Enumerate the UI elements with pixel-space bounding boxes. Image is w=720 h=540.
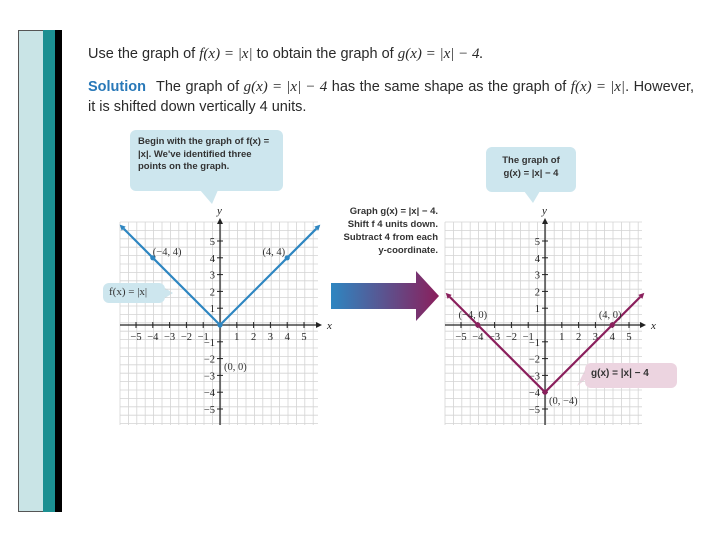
solution-text-3: . However, it is shifted down vertically 4 units. [88, 79, 695, 115]
left-y-tick-label: −4 [203, 388, 215, 400]
right-x-tick-label: 1 [559, 332, 565, 343]
left-y-tick-label: 2 [209, 287, 215, 299]
right-point-label: (−4, 0) [458, 310, 488, 321]
left-y-tick-label: −3 [203, 371, 215, 383]
problem-f-expression: f(x) = |x| [199, 46, 253, 62]
right-point-marker [542, 390, 547, 395]
right-y-axis-label: y [542, 205, 547, 217]
left-y-tick-label: 4 [209, 253, 215, 265]
instruction-line-2: Shift f 4 units down. [347, 219, 438, 230]
right-y-tick-label: −5 [528, 405, 540, 416]
right-x-tick-label: 5 [626, 332, 632, 343]
transformation-arrow [331, 271, 439, 321]
right-y-tick-label: −2 [528, 354, 540, 366]
left-x-arrow [316, 322, 322, 328]
left-x-tick-label: 2 [250, 332, 257, 343]
left-x-tick-label: 1 [234, 332, 240, 343]
left-x-tick-label: −1 [197, 332, 209, 343]
instruction-line-1: Graph g(x) = |x| − 4. [349, 206, 438, 217]
callout-begin-with-graph: Begin with the graph of f(x) = |x|. We've identified three points on the graph. [130, 130, 283, 191]
right-x-arrow [640, 322, 646, 328]
right-x-tick-label: −4 [472, 332, 484, 343]
left-graph [120, 205, 332, 425]
transformation-instructions [328, 205, 438, 257]
callout-g-pointer [524, 191, 540, 203]
solution-f-expression: f(x) = |x| [570, 79, 626, 95]
left-x-tick-label: −4 [147, 332, 159, 343]
left-point-label: (0, 0) [224, 362, 247, 373]
left-x-tick-label: 4 [284, 332, 290, 343]
problem-middle: to obtain the graph of [252, 46, 398, 62]
left-y-tick-label: −2 [203, 354, 215, 366]
callout-begin-pointer [200, 190, 218, 204]
callout-g-label: g(x) = |x| − 4 [585, 363, 677, 388]
right-y-tick-label: 4 [534, 253, 540, 265]
right-y-tick-label: 5 [534, 237, 540, 248]
left-point-marker [217, 322, 222, 327]
right-x-tick-label: 2 [575, 332, 582, 343]
right-y-tick-label: −1 [528, 337, 540, 349]
left-y-tick-label: 3 [209, 270, 215, 282]
right-x-tick-label: −3 [489, 332, 501, 343]
left-x-tick-label: −5 [130, 332, 142, 343]
problem-g-expression: g(x) = |x| − 4. [397, 46, 484, 62]
right-point-marker [610, 322, 615, 327]
solution-label: Solution [88, 79, 146, 95]
right-x-tick-label: −2 [505, 332, 517, 343]
left-point-label: (−4, 4) [152, 246, 182, 258]
solution-g-expression: g(x) = |x| − 4 [243, 79, 328, 95]
right-x-tick-label: −5 [455, 332, 467, 343]
left-y-axis-label: y [217, 205, 222, 217]
right-y-arrow [542, 218, 548, 224]
left-point-marker [285, 255, 290, 260]
left-point-label: (4, 4) [262, 246, 286, 258]
right-point-label: (4, 0) [598, 310, 622, 321]
left-x-axis-label: x [327, 320, 332, 332]
right-y-tick-label: −4 [528, 388, 540, 400]
left-x-tick-label: −2 [180, 332, 192, 343]
right-y-tick-label: 3 [534, 270, 540, 282]
problem-prefix: Use the graph of [88, 46, 200, 62]
left-y-tick-label: 5 [209, 237, 215, 248]
left-y-arrow [217, 218, 223, 224]
callout-f-label: f(x) = |x| [103, 283, 165, 303]
right-x-tick-label: 3 [592, 332, 599, 343]
right-point-label: (0, −4) [549, 396, 578, 408]
callout-g-eq-pointer [577, 370, 585, 386]
right-point-marker [475, 322, 480, 327]
solution-text-2: has the same shape as the graph of [327, 79, 571, 95]
right-y-tick-label: 2 [534, 287, 540, 299]
right-x-tick-label: 4 [609, 332, 615, 343]
left-y-tick-label: 1 [209, 304, 215, 316]
left-y-tick-label: −5 [203, 405, 215, 416]
instruction-line-3: Subtract 4 from each [343, 232, 438, 243]
right-x-tick-label: −1 [522, 332, 534, 343]
right-x-axis-label: x [651, 320, 656, 332]
left-x-tick-label: 3 [267, 332, 274, 343]
left-y-tick-label: −1 [203, 337, 215, 349]
left-x-tick-label: −3 [164, 332, 176, 343]
right-y-tick-label: −3 [528, 371, 540, 383]
right-y-tick-label: 1 [534, 304, 540, 316]
right-graph [445, 205, 656, 425]
solution-text-1: The graph of [156, 79, 244, 95]
callout-g-graph: The graph of g(x) = |x| − 4 [486, 147, 576, 192]
instruction-line-4: y-coordinate. [378, 245, 438, 256]
left-x-tick-label: 5 [301, 332, 307, 343]
